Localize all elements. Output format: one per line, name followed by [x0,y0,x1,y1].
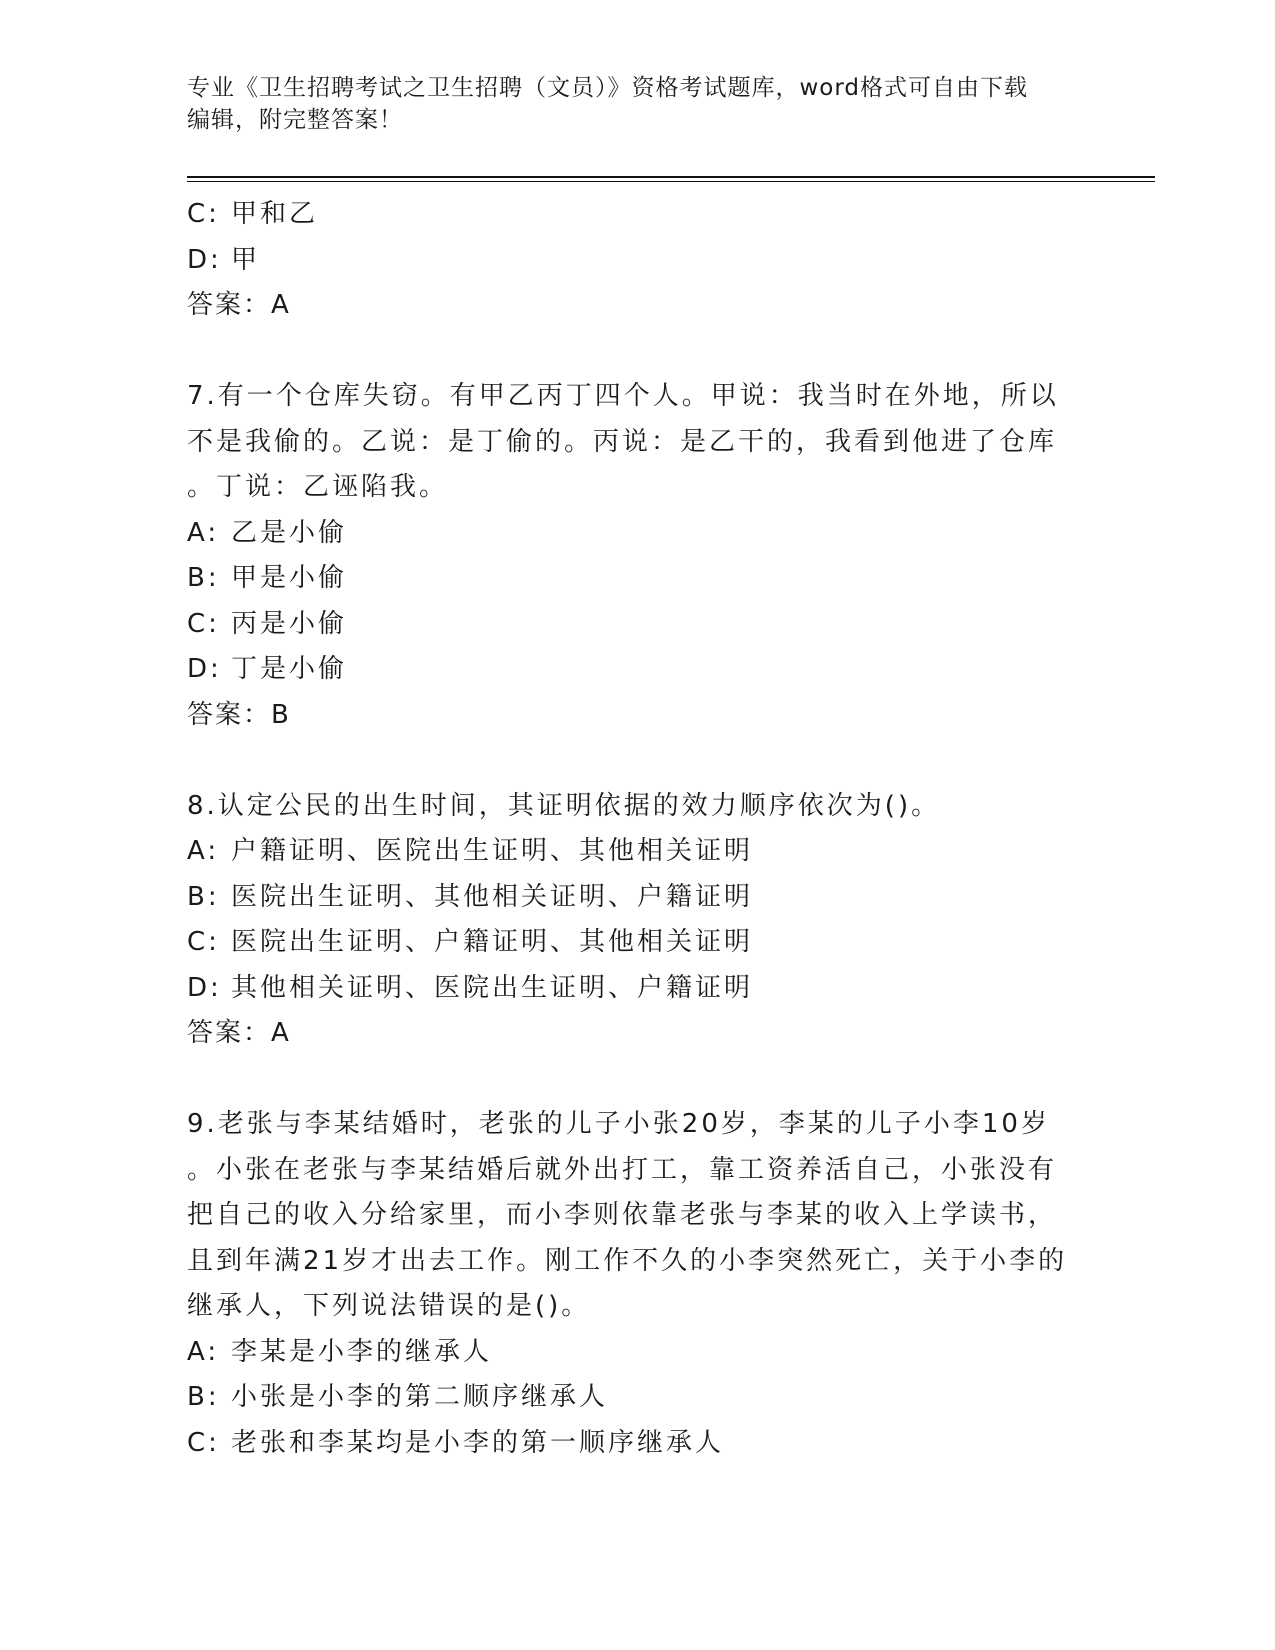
option-a: A: 李某是小李的继承人 [187,1336,493,1367]
question-text: 9.老张与李某结婚时，老张的儿子小张20岁，李某的儿子小李10岁 [187,1109,1050,1139]
option-b: B: 甲是小偷 [187,563,348,593]
option-c: C: 甲和乙 [187,199,319,229]
option-d: D: 其他相关证明、医院出生证明、户籍证明 [187,972,754,1003]
option-d: D: 甲 [187,244,261,275]
header-line-2: 编辑，附完整答案！ [187,107,403,133]
question-text: 且到年满21岁才出去工作。刚工作不久的小李突然死亡，关于小李的 [187,1245,1068,1276]
answer-line: 答案：B [187,699,291,730]
option-b: B: 医院出生证明、其他相关证明、户籍证明 [187,881,754,912]
question-8 [187,784,1087,1057]
spacer [187,1057,1087,1103]
question-text: 不是我偷的。乙说：是丁偷的。丙说：是乙干的，我看到他进了仓库 [187,426,1058,457]
question-text: 8.认定公民的出生时间，其证明依据的效力顺序依次为()。 [187,790,941,821]
answer-line: 答案：A [187,290,291,320]
question-text: 继承人，下列说法错误的是()。 [187,1291,591,1321]
header-rule [187,176,1155,178]
question-7 [187,374,1087,738]
spacer [187,738,1087,784]
option-c: C: 丙是小偷 [187,608,348,639]
option-c: C: 老张和李某均是小李的第一顺序继承人 [187,1427,725,1458]
option-b: B: 小张是小李的第二顺序继承人 [187,1382,609,1412]
option-a: A: 乙是小偷 [187,517,348,548]
question-text: 。丁说：乙诬陷我。 [187,472,449,502]
answer-line: 答案：A [187,1018,291,1048]
option-d: D: 丁是小偷 [187,654,348,684]
question-6-tail [187,192,1087,329]
option-c: C: 医院出生证明、户籍证明、其他相关证明 [187,927,754,957]
option-a: A: 户籍证明、医院出生证明、其他相关证明 [187,836,754,866]
question-text: 7.有一个仓库失窃。有甲乙丙丁四个人。甲说：我当时在外地，所以 [187,381,1059,411]
document-header [187,72,1087,136]
question-9 [187,1102,1087,1466]
question-text: 。小张在老张与李某结婚后就外出打工，靠工资养活自己，小张没有 [187,1154,1058,1185]
header-rule-thin [187,181,1155,182]
header-line-1: 专业《卫生招聘考试之卫生招聘（文员）》资格考试题库，word格式可自由下载 [187,75,1029,101]
question-text: 把自己的收入分给家里，而小李则依靠老张与李某的收入上学读书， [187,1200,1058,1230]
spacer [187,329,1087,375]
question-list [187,192,1087,1466]
